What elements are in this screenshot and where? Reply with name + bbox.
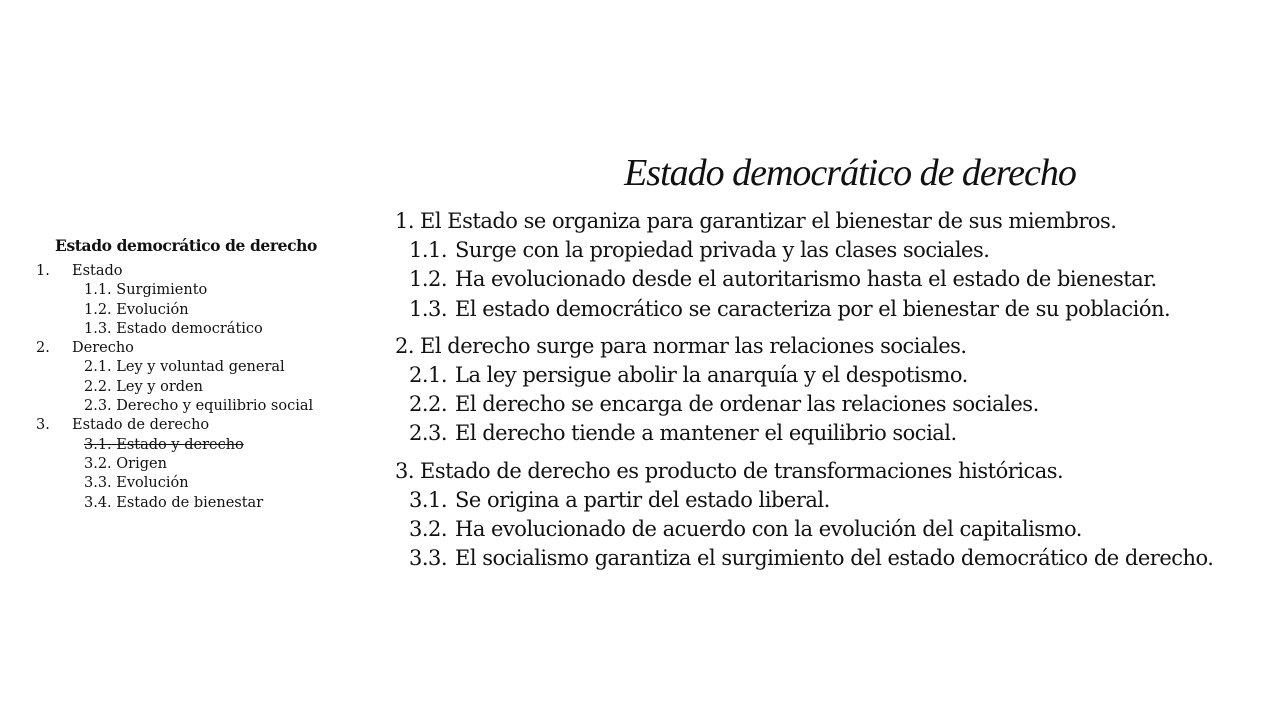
outline-list xyxy=(36,262,336,513)
content-section-number: 2. xyxy=(395,333,415,358)
outline-subsection-number: 2.2. xyxy=(84,378,112,395)
content-subsection-list xyxy=(395,236,1255,324)
outline-subsection-label: Estado democrático xyxy=(116,320,263,337)
outline-section-label: Estado de derecho xyxy=(72,417,210,434)
outline-subsection xyxy=(84,455,336,474)
content-subsection-list xyxy=(395,486,1255,574)
content-subsection xyxy=(409,486,1255,515)
outline-subsection-label: Surgimiento xyxy=(116,282,208,299)
outline-section-number: 2. xyxy=(36,340,50,357)
outline-subsection-number: 3.4. xyxy=(84,494,112,511)
outline-subsection xyxy=(84,397,336,416)
content-subsection-number: 2.2. xyxy=(409,392,448,417)
outline-title: Estado democrático de derecho xyxy=(55,236,317,255)
content-section xyxy=(395,457,1255,574)
content-subsection-text: El derecho se encarga de ordenar las relaciones sociales. xyxy=(455,392,1039,417)
outline-section-heading xyxy=(36,416,336,435)
content-subsection xyxy=(409,390,1255,419)
content-section-heading xyxy=(395,207,1255,236)
outline-subsection-number: 3.1. xyxy=(84,436,112,453)
outline-section-heading xyxy=(36,262,336,281)
content-subsection-number: 1.1. xyxy=(409,238,448,263)
outline-subsection-label: Estado y derecho xyxy=(116,436,244,453)
outline-subsection-label: Ley y voluntad general xyxy=(116,359,285,376)
outline-subsection xyxy=(84,378,336,397)
content-subsection xyxy=(409,295,1255,324)
content-subsection-text: La ley persigue abolir la anarquía y el despotismo. xyxy=(455,363,968,388)
content-subsection-text: Surge con la propiedad privada y las clases sociales. xyxy=(455,238,990,263)
content-list xyxy=(395,207,1255,573)
content-subsection-text: Ha evolucionado desde el autoritarismo hasta el estado de bienestar. xyxy=(455,267,1157,292)
outline-subsection-label: Evolución xyxy=(116,475,189,492)
outline-subsection-label: Derecho y equilibrio social xyxy=(116,398,314,415)
outline-subsection-list xyxy=(36,281,336,339)
main-content xyxy=(395,207,1255,581)
outline-subsection-number: 1.3. xyxy=(84,320,112,337)
outline-subsection xyxy=(84,474,336,493)
outline-panel xyxy=(36,236,336,513)
content-subsection-text: Se origina a partir del estado liberal. xyxy=(455,487,830,512)
content-subsection-text: El estado democrático se caracteriza por el bienestar de su población. xyxy=(455,296,1171,321)
content-subsection xyxy=(409,515,1255,544)
outline-section xyxy=(36,416,336,512)
content-subsection-list xyxy=(395,361,1255,449)
content-subsection xyxy=(409,544,1255,573)
content-subsection-text: Ha evolucionado de acuerdo con la evolución del capitalismo. xyxy=(455,517,1082,542)
outline-section-label: Derecho xyxy=(72,340,134,357)
content-subsection-text: El derecho tiende a mantener el equilibrio social. xyxy=(455,421,957,446)
content-subsection xyxy=(409,419,1255,448)
content-subsection-text: El socialismo garantiza el surgimiento del estado democrático de derecho. xyxy=(455,546,1214,571)
outline-subsection-number: 3.3. xyxy=(84,475,112,492)
content-section-heading xyxy=(395,457,1255,486)
outline-section xyxy=(36,339,336,416)
outline-subsection-list xyxy=(36,358,336,416)
outline-subsection-number: 1.1. xyxy=(84,282,112,299)
outline-subsection-number: 1.2. xyxy=(84,301,112,318)
content-subsection-number: 3.3. xyxy=(409,546,448,571)
outline-section xyxy=(36,262,336,339)
outline-section-number: 1. xyxy=(36,263,50,279)
content-subsection xyxy=(409,265,1255,294)
outline-subsection xyxy=(84,358,336,377)
outline-subsection-number: 3.2. xyxy=(84,455,112,472)
content-subsection xyxy=(409,361,1255,390)
outline-subsection xyxy=(84,494,336,513)
content-subsection xyxy=(409,236,1255,265)
content-section-text: El Estado se organiza para garantizar el bienestar de sus miembros. xyxy=(420,209,1117,233)
content-section xyxy=(395,207,1255,324)
outline-subsection-struck xyxy=(84,436,336,455)
outline-subsection xyxy=(84,281,336,300)
outline-subsection-number: 2.3. xyxy=(84,398,112,415)
outline-section-number: 3. xyxy=(36,417,50,434)
outline-subsection-number: 2.1. xyxy=(84,359,112,376)
content-subsection-number: 2.1. xyxy=(409,363,448,388)
content-section-text: El derecho surge para normar las relaciones sociales. xyxy=(420,333,967,358)
content-section xyxy=(395,332,1255,449)
content-subsection-number: 3.1. xyxy=(409,487,448,512)
main-title: Estado democrático de derecho xyxy=(624,152,1076,194)
outline-subsection xyxy=(84,301,336,320)
outline-section-heading xyxy=(36,339,336,358)
content-subsection-number: 1.3. xyxy=(409,296,448,321)
content-section-heading xyxy=(395,332,1255,361)
outline-subsection-label: Origen xyxy=(116,455,167,472)
content-section-text: Estado de derecho es producto de transformaciones históricas. xyxy=(420,458,1064,483)
content-subsection-number: 3.2. xyxy=(409,517,448,542)
content-section-number: 1. xyxy=(395,209,415,233)
content-subsection-number: 1.2. xyxy=(409,267,448,292)
outline-subsection xyxy=(84,320,336,339)
content-subsection-number: 2.3. xyxy=(409,421,448,446)
outline-subsection-list xyxy=(36,436,336,513)
outline-section-label: Estado xyxy=(72,263,123,279)
outline-subsection-label: Evolución xyxy=(116,301,189,318)
outline-subsection-label: Ley y orden xyxy=(116,378,203,395)
content-section-number: 3. xyxy=(395,458,415,483)
outline-subsection-label: Estado de bienestar xyxy=(116,494,264,511)
